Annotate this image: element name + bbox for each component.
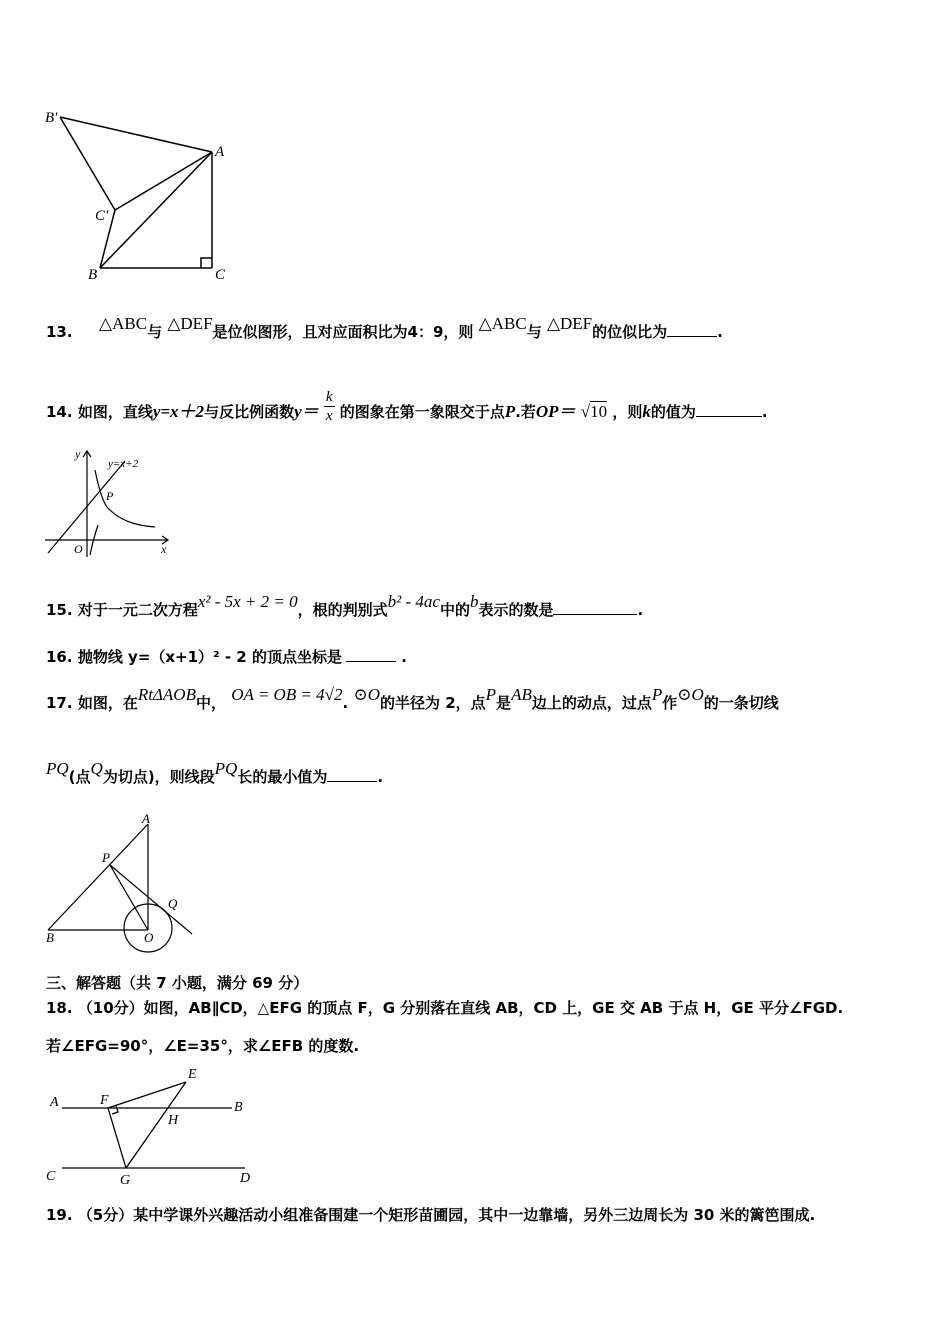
label-h: H	[168, 1113, 179, 1128]
question-17-continued	[46, 759, 384, 787]
line-label: y=x+2	[108, 458, 139, 470]
figure-q17	[40, 810, 210, 960]
q14-t6: 的值为	[650, 403, 696, 421]
axis-label-x: x	[161, 542, 167, 556]
q15-t3: 中的	[439, 601, 470, 619]
q17-ab: AB	[511, 685, 532, 704]
q15-answer-blank	[553, 600, 637, 615]
q17-t10: 为切点)，则线段	[102, 768, 215, 786]
q15-t1: 对于一元二次方程	[77, 601, 198, 619]
label-p: P	[106, 489, 114, 503]
q14-t5: ，则	[612, 403, 643, 421]
label-d: D	[240, 1171, 251, 1186]
q15-b: b	[469, 592, 479, 611]
question-14	[46, 389, 768, 431]
q13-t1: 是位似图形，且对应面积比为4：9，则	[212, 323, 474, 341]
q17-t6: 边上的动点，过点	[531, 694, 652, 712]
q17-t9: (点	[68, 768, 91, 786]
q15-t2: ，根的判别式	[297, 601, 388, 619]
question-18-continued: 若∠EFG=90°，∠E=35°，求∠EFB 的度数.	[46, 1037, 360, 1055]
q14-sqrt-value: 10	[590, 402, 608, 421]
q14-number: 14.	[46, 403, 73, 421]
q14-fraction	[324, 388, 335, 425]
q17-circle: ⊙O	[353, 685, 380, 704]
question-17	[46, 685, 779, 713]
label-o: O	[74, 542, 83, 556]
q17-t7: 作	[662, 694, 678, 712]
label-f: F	[100, 1093, 109, 1108]
q17-t8: 的一条切线	[703, 694, 779, 712]
q13-tri2: △DEF	[167, 314, 213, 333]
q14-t3: 的图象在第一象限交于点	[339, 403, 505, 421]
label-e: E	[188, 1067, 197, 1082]
q14-t4: .若	[515, 403, 536, 421]
q17-pq: PQ	[46, 759, 69, 778]
q13-end: .	[717, 323, 723, 341]
q13-w1: 与	[147, 323, 163, 341]
q14-t2: 与反比例函数	[204, 403, 295, 421]
q17-t3: .	[342, 694, 349, 712]
q15-t4: 表示的数是	[478, 601, 554, 619]
q14-sqrt: √10	[580, 402, 608, 421]
q17-equation: OA = OB = 4√2	[231, 685, 343, 704]
label-a: A	[215, 144, 225, 160]
q15-equation: x² - 5x + 2 = 0	[197, 592, 298, 611]
q14-op: OP＝	[535, 402, 576, 421]
label-c: C	[215, 267, 226, 283]
question-15	[46, 592, 644, 620]
q13-w2: 与	[526, 323, 542, 341]
q14-point: P	[504, 402, 516, 421]
axis-label-y: y	[75, 447, 81, 461]
question-18: 18. （10分）如图，AB∥CD，△EFG 的顶点 F，G 分别落在直线 AB，CD 上，GE 交 AB 于点 H，GE 平分∠FGD.	[46, 999, 844, 1017]
q13-tri1: △ABC	[99, 314, 148, 333]
q17-t2: 中，	[195, 694, 226, 712]
q17-end: .	[377, 768, 384, 786]
question-16	[46, 647, 407, 667]
q17-number: 17.	[46, 694, 73, 712]
q14-frac-den: x	[325, 408, 333, 424]
q15-end: .	[637, 601, 644, 619]
label-b: B	[88, 267, 98, 283]
q17-triangle: RtΔAOB	[137, 685, 196, 704]
q13-tri3: △ABC	[478, 314, 527, 333]
section-heading: 三、解答题（共 7 小题，满分 69 分）	[46, 974, 309, 992]
q14-y-eq: y＝	[294, 402, 319, 421]
figure-q14	[40, 445, 180, 560]
label-p: P	[102, 850, 110, 865]
q17-t5: 是	[496, 694, 512, 712]
q14-end: .	[761, 403, 768, 421]
figure-q12	[40, 105, 240, 285]
q15-discriminant: b² - 4ac	[387, 592, 440, 611]
q17-circle2: ⊙O	[677, 685, 704, 704]
label-o: O	[144, 930, 154, 945]
label-g: G	[120, 1173, 131, 1188]
q17-t4: 的半径为 2，点	[379, 694, 486, 712]
q16-t1: 抛物线 y=（x+1）² - 2 的顶点坐标是	[77, 648, 342, 666]
q14-k: k	[642, 402, 651, 421]
label-b-prime: B′	[45, 110, 58, 126]
q16-end: .	[401, 648, 407, 666]
q13-tri4: △DEF	[546, 314, 593, 333]
q17-pq2: PQ	[214, 759, 238, 778]
label-b: B	[46, 930, 54, 945]
q14-t1: 如图，直线	[77, 403, 153, 421]
q14-line-eq: y=x＋2	[152, 402, 205, 421]
q16-answer-blank	[346, 647, 396, 662]
label-c: C	[46, 1169, 56, 1184]
label-q: Q	[168, 896, 178, 911]
label-c-prime: C′	[95, 208, 109, 224]
q17-p: P	[485, 685, 497, 704]
q15-number: 15.	[46, 601, 73, 619]
q17-answer-blank	[327, 767, 377, 782]
label-a: A	[50, 1095, 59, 1110]
figure-q18	[40, 1060, 265, 1190]
q17-t1: 如图，在	[77, 694, 138, 712]
question-13	[46, 314, 723, 342]
label-b: B	[234, 1100, 243, 1115]
q13-t2: 的位似比为	[592, 323, 668, 341]
q17-q: Q	[90, 759, 103, 778]
question-19: 19. （5分）某中学课外兴趣活动小组准备围建一个矩形苗圃园，其中一边靠墙，另外三边周长为 30 米的篱笆围成.	[46, 1206, 816, 1224]
q17-t11: 长的最小值为	[237, 768, 328, 786]
q16-number: 16.	[46, 648, 73, 666]
label-a: A	[142, 811, 150, 826]
q13-number: 13.	[46, 323, 73, 341]
q14-frac-num: k	[325, 389, 333, 405]
q13-answer-blank	[667, 322, 717, 337]
q17-p2: P	[651, 685, 663, 704]
q14-answer-blank	[696, 402, 762, 417]
